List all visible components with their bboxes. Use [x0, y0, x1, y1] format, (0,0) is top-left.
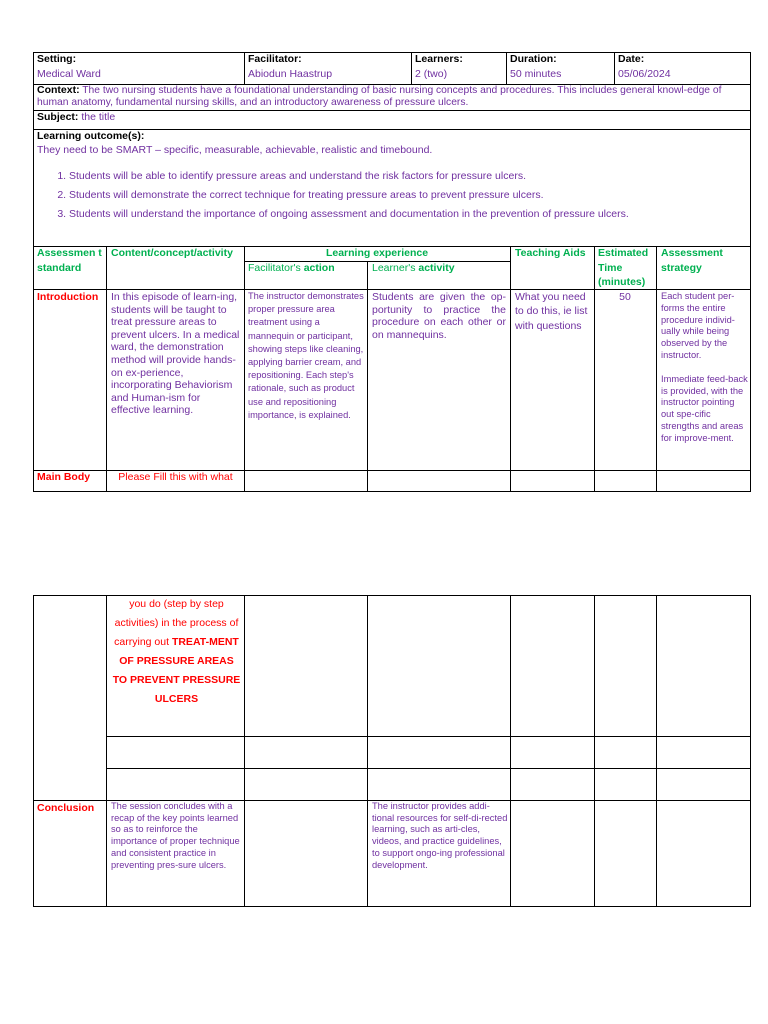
introduction-time: 50 — [619, 291, 631, 303]
context-body: The two nursing students have a foundational understanding of basic nursing concepts and procedures. This includes general knowl-edge of human anatomy, fundamental nursing skills, and an introductory awareness of pressure ulcers. — [37, 85, 722, 108]
subject-label: Subject: — [37, 111, 79, 123]
facilitator-label: Facilitator: — [248, 53, 302, 65]
setting-value: Medical Ward — [37, 68, 101, 80]
introduction-content: In this episode of learn-ing, students will be taught to treat pressure areas to prevent ulcers. In a medical ward, the demonstration method will provide hands-on ex-perience, incorporating Behaviorism and Human-ism for effective learning. — [111, 291, 240, 417]
subject-body: the title — [78, 111, 116, 123]
grid-line — [594, 246, 595, 492]
grid-line — [594, 595, 595, 907]
header-divider-4 — [614, 52, 615, 85]
conclusion-learner: The instructor provides addi-tional resources for self-di-rected learning, such as arti-cles, videos, and practice guidelines, to support ongo-ing professional development. — [372, 801, 508, 870]
main-body-content-page1: Please Fill this with what — [118, 471, 233, 483]
context-label: Context: — [37, 84, 80, 96]
col-content: Content/concept/activity — [111, 247, 233, 259]
introduction-strategy — [661, 291, 749, 445]
grid-line — [106, 595, 107, 907]
header-divider-3 — [506, 52, 507, 85]
introduction-learner: Students are given the op-portunity to practice the procedure on each other or on mannequins. — [372, 291, 506, 341]
introduction-aids: What you need to do this, ie list with questions — [515, 291, 588, 332]
date-label: Date: — [618, 53, 645, 65]
outcome-item: 3. Students will understand the importance of ongoing assessment and documentation in the prevention of pressure ulcers. — [69, 205, 745, 224]
introduction-label: Introduction — [37, 291, 99, 303]
setting-label: Setting: — [37, 53, 77, 65]
grid-line — [244, 595, 245, 907]
conclusion-label: Conclusion — [37, 802, 95, 814]
grid-line — [106, 246, 107, 492]
main-body-label: Main Body — [37, 471, 91, 483]
grid-line — [367, 595, 368, 907]
context-text — [37, 84, 749, 109]
conclusion-content: The session concludes with a recap of the key points learned so as to reinforce the importance of proper technique and consistent practice in preventing pres-sure ulcers. — [111, 801, 240, 870]
grid-line — [656, 595, 657, 907]
learners-label: Learners: — [415, 53, 463, 65]
main-body-content-page2: you do (step by step activities) in the process of carrying out TREAT-MENT OF PRESSURE AREAS TO PREVENT PRESSURE ULCERS — [112, 598, 241, 705]
outcomes-label: Learning outcome(s): — [37, 130, 145, 142]
facilitator-value: Abiodun Haastrup — [248, 68, 333, 80]
grid-line — [106, 736, 751, 737]
grid-line — [510, 595, 511, 907]
col-assessment-standard: Assessmen t standard — [37, 247, 102, 274]
col-learner-activity: Learner's activity — [372, 262, 455, 274]
grid-line — [510, 246, 511, 492]
learners-value: 2 (two) — [415, 68, 448, 80]
col-estimated-time: Estimated Time (minutes) — [598, 247, 649, 288]
col-teaching-aids: Teaching Aids — [515, 247, 586, 259]
outcomes-list — [33, 167, 745, 224]
col-assessment-strategy: Assessment strategy — [661, 247, 723, 274]
grid-line — [244, 246, 245, 492]
header-divider-2 — [411, 52, 412, 85]
header-divider-1 — [244, 52, 245, 85]
col-learning-experience: Learning experience — [325, 247, 429, 259]
outcomes-intro: They need to be SMART – specific, measurable, achievable, realistic and timebound. — [37, 144, 433, 156]
grid-line — [367, 261, 368, 492]
subject-text — [37, 111, 115, 124]
introduction-facilitator: The instructor demonstrates proper pressure area treatment using a mannequin or participant, showing steps like cleaning, applying barrier cream, and repositioning. Each step's rationale, such as product use and repositioning importance, is explained. — [248, 291, 364, 420]
strategy-paragraph-2: Immediate feed-back is provided, with the instructor pointing out spe-cific strengths and areas for improve-ment. — [661, 373, 748, 443]
duration-value: 50 minutes — [510, 68, 562, 80]
duration-label: Duration: — [510, 53, 557, 65]
grid-line — [106, 768, 751, 769]
outcome-item: 1. Students will be able to identify pressure areas and understand the risk factors for pressure ulcers. — [69, 167, 745, 186]
strategy-paragraph-1: Each student per-forms the entire procedure individ-ually while being observed by the instructor. — [661, 291, 735, 360]
grid-line — [656, 246, 657, 492]
outcome-item: 2. Students will demonstrate the correct technique for treating pressure areas to prevent pressure ulcers. — [69, 186, 745, 205]
col-facilitator-action: Facilitator's action — [248, 262, 335, 274]
date-value: 05/06/2024 — [618, 68, 671, 80]
subject-box — [33, 110, 751, 130]
